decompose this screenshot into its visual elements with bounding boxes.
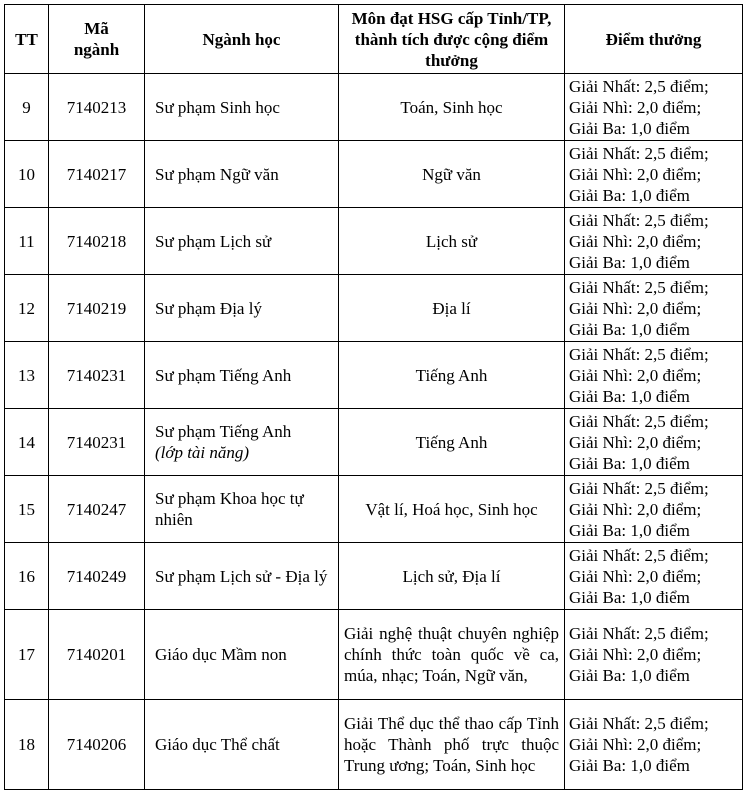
cell-major-code: 7140231 <box>49 409 145 476</box>
cell-major-name: Giáo dục Thể chất <box>145 700 339 790</box>
cell-subject: Địa lí <box>339 275 565 342</box>
award-first: Giải Nhất: 2,5 điểm; <box>569 210 709 230</box>
award-second: Giải Nhì: 2,0 điểm; <box>569 298 702 318</box>
award-third: Giải Ba: 1,0 điểm <box>569 386 690 406</box>
award-second: Giải Nhì: 2,0 điểm; <box>569 164 702 184</box>
cell-award <box>565 700 743 790</box>
award-third: Giải Ba: 1,0 điểm <box>569 520 690 540</box>
award-third: Giải Ba: 1,0 điểm <box>569 118 690 138</box>
award-second: Giải Nhì: 2,0 điểm; <box>569 432 702 452</box>
award-second: Giải Nhì: 2,0 điểm; <box>569 231 702 251</box>
header-subject: Môn đạt HSG cấp Tỉnh/TP, thành tích được cộng điểm thưởng <box>339 5 565 74</box>
award-third: Giải Ba: 1,0 điểm <box>569 666 690 685</box>
cell-major-code: 7140206 <box>49 700 145 790</box>
award-third: Giải Ba: 1,0 điểm <box>569 319 690 339</box>
cell-award <box>565 476 743 543</box>
table-row <box>5 543 743 610</box>
award-second: Giải Nhì: 2,0 điểm; <box>569 499 702 519</box>
award-first: Giải Nhất: 2,5 điểm; <box>569 411 709 431</box>
cell-major-name: Sư phạm Địa lý <box>145 275 339 342</box>
cell-subject: Lịch sử, Địa lí <box>339 543 565 610</box>
cell-major-code: 7140249 <box>49 543 145 610</box>
cell-major-code: 7140231 <box>49 342 145 409</box>
table-row <box>5 409 743 476</box>
award-third: Giải Ba: 1,0 điểm <box>569 252 690 272</box>
award-third: Giải Ba: 1,0 điểm <box>569 756 690 775</box>
table-row <box>5 74 743 141</box>
cell-subject: Giải Thể dục thể thao cấp Tỉnh hoặc Thành phố trực thuộc Trung ương; Toán, Sinh học <box>339 700 565 790</box>
header-award: Điểm thưởng <box>565 5 743 74</box>
cell-tt: 17 <box>5 610 49 700</box>
award-first: Giải Nhất: 2,5 điểm; <box>569 76 709 96</box>
cell-major-code: 7140218 <box>49 208 145 275</box>
cell-subject: Tiếng Anh <box>339 409 565 476</box>
award-second: Giải Nhì: 2,0 điểm; <box>569 97 702 117</box>
header-code-line1: Mã <box>84 19 109 38</box>
cell-award <box>565 141 743 208</box>
cell-award <box>565 74 743 141</box>
cell-major-code: 7140247 <box>49 476 145 543</box>
cell-major-name: Sư phạm Ngữ văn <box>145 141 339 208</box>
award-first: Giải Nhất: 2,5 điểm; <box>569 344 709 364</box>
table-row <box>5 610 743 700</box>
major-name-note: (lớp tài năng) <box>155 443 250 462</box>
award-second: Giải Nhì: 2,0 điểm; <box>569 566 702 586</box>
cell-award <box>565 208 743 275</box>
cell-major-code: 7140213 <box>49 74 145 141</box>
table-row <box>5 275 743 342</box>
table-row <box>5 141 743 208</box>
cell-major-name <box>145 409 339 476</box>
award-second: Giải Nhì: 2,0 điểm; <box>569 365 702 385</box>
cell-award <box>565 409 743 476</box>
cell-tt: 16 <box>5 543 49 610</box>
cell-major-name: Sư phạm Sinh học <box>145 74 339 141</box>
cell-award <box>565 275 743 342</box>
cell-major-name: Sư phạm Tiếng Anh <box>145 342 339 409</box>
cell-tt: 11 <box>5 208 49 275</box>
cell-subject: Giải nghệ thuật chuyên nghiệp chính thức toàn quốc về ca, múa, nhạc; Toán, Ngữ văn, <box>339 610 565 700</box>
header-code-line2: ngành <box>73 40 120 59</box>
cell-major-code: 7140219 <box>49 275 145 342</box>
cell-tt: 15 <box>5 476 49 543</box>
award-third: Giải Ba: 1,0 điểm <box>569 453 690 473</box>
scholarship-bonus-table <box>4 4 743 790</box>
header-tt: TT <box>5 5 49 74</box>
cell-subject: Toán, Sinh học <box>339 74 565 141</box>
table-row <box>5 476 743 543</box>
cell-subject: Lịch sử <box>339 208 565 275</box>
cell-major-name: Sư phạm Khoa học tự nhiên <box>145 476 339 543</box>
award-third: Giải Ba: 1,0 điểm <box>569 587 690 607</box>
cell-award <box>565 610 743 700</box>
award-first: Giải Nhất: 2,5 điểm; <box>569 714 709 733</box>
cell-major-name: Sư phạm Lịch sử - Địa lý <box>145 543 339 610</box>
cell-tt: 18 <box>5 700 49 790</box>
award-first: Giải Nhất: 2,5 điểm; <box>569 143 709 163</box>
cell-tt: 10 <box>5 141 49 208</box>
header-major-code <box>49 5 145 74</box>
cell-tt: 12 <box>5 275 49 342</box>
cell-tt: 9 <box>5 74 49 141</box>
award-first: Giải Nhất: 2,5 điểm; <box>569 277 709 297</box>
header-major: Ngành học <box>145 5 339 74</box>
cell-tt: 13 <box>5 342 49 409</box>
award-second: Giải Nhì: 2,0 điểm; <box>569 735 702 754</box>
cell-major-code: 7140201 <box>49 610 145 700</box>
award-first: Giải Nhất: 2,5 điểm; <box>569 545 709 565</box>
award-first: Giải Nhất: 2,5 điểm; <box>569 478 709 498</box>
cell-major-name: Sư phạm Lịch sử <box>145 208 339 275</box>
cell-major-code: 7140217 <box>49 141 145 208</box>
cell-award <box>565 543 743 610</box>
award-first: Giải Nhất: 2,5 điểm; <box>569 624 709 643</box>
table-row <box>5 208 743 275</box>
table-row <box>5 700 743 790</box>
header-row <box>5 5 743 74</box>
cell-tt: 14 <box>5 409 49 476</box>
cell-award <box>565 342 743 409</box>
cell-subject: Vật lí, Hoá học, Sinh học <box>339 476 565 543</box>
award-second: Giải Nhì: 2,0 điểm; <box>569 645 702 664</box>
table-row <box>5 342 743 409</box>
cell-subject: Ngữ văn <box>339 141 565 208</box>
award-third: Giải Ba: 1,0 điểm <box>569 185 690 205</box>
major-name-text: Sư phạm Tiếng Anh <box>155 422 292 441</box>
cell-major-name: Giáo dục Mầm non <box>145 610 339 700</box>
cell-subject: Tiếng Anh <box>339 342 565 409</box>
